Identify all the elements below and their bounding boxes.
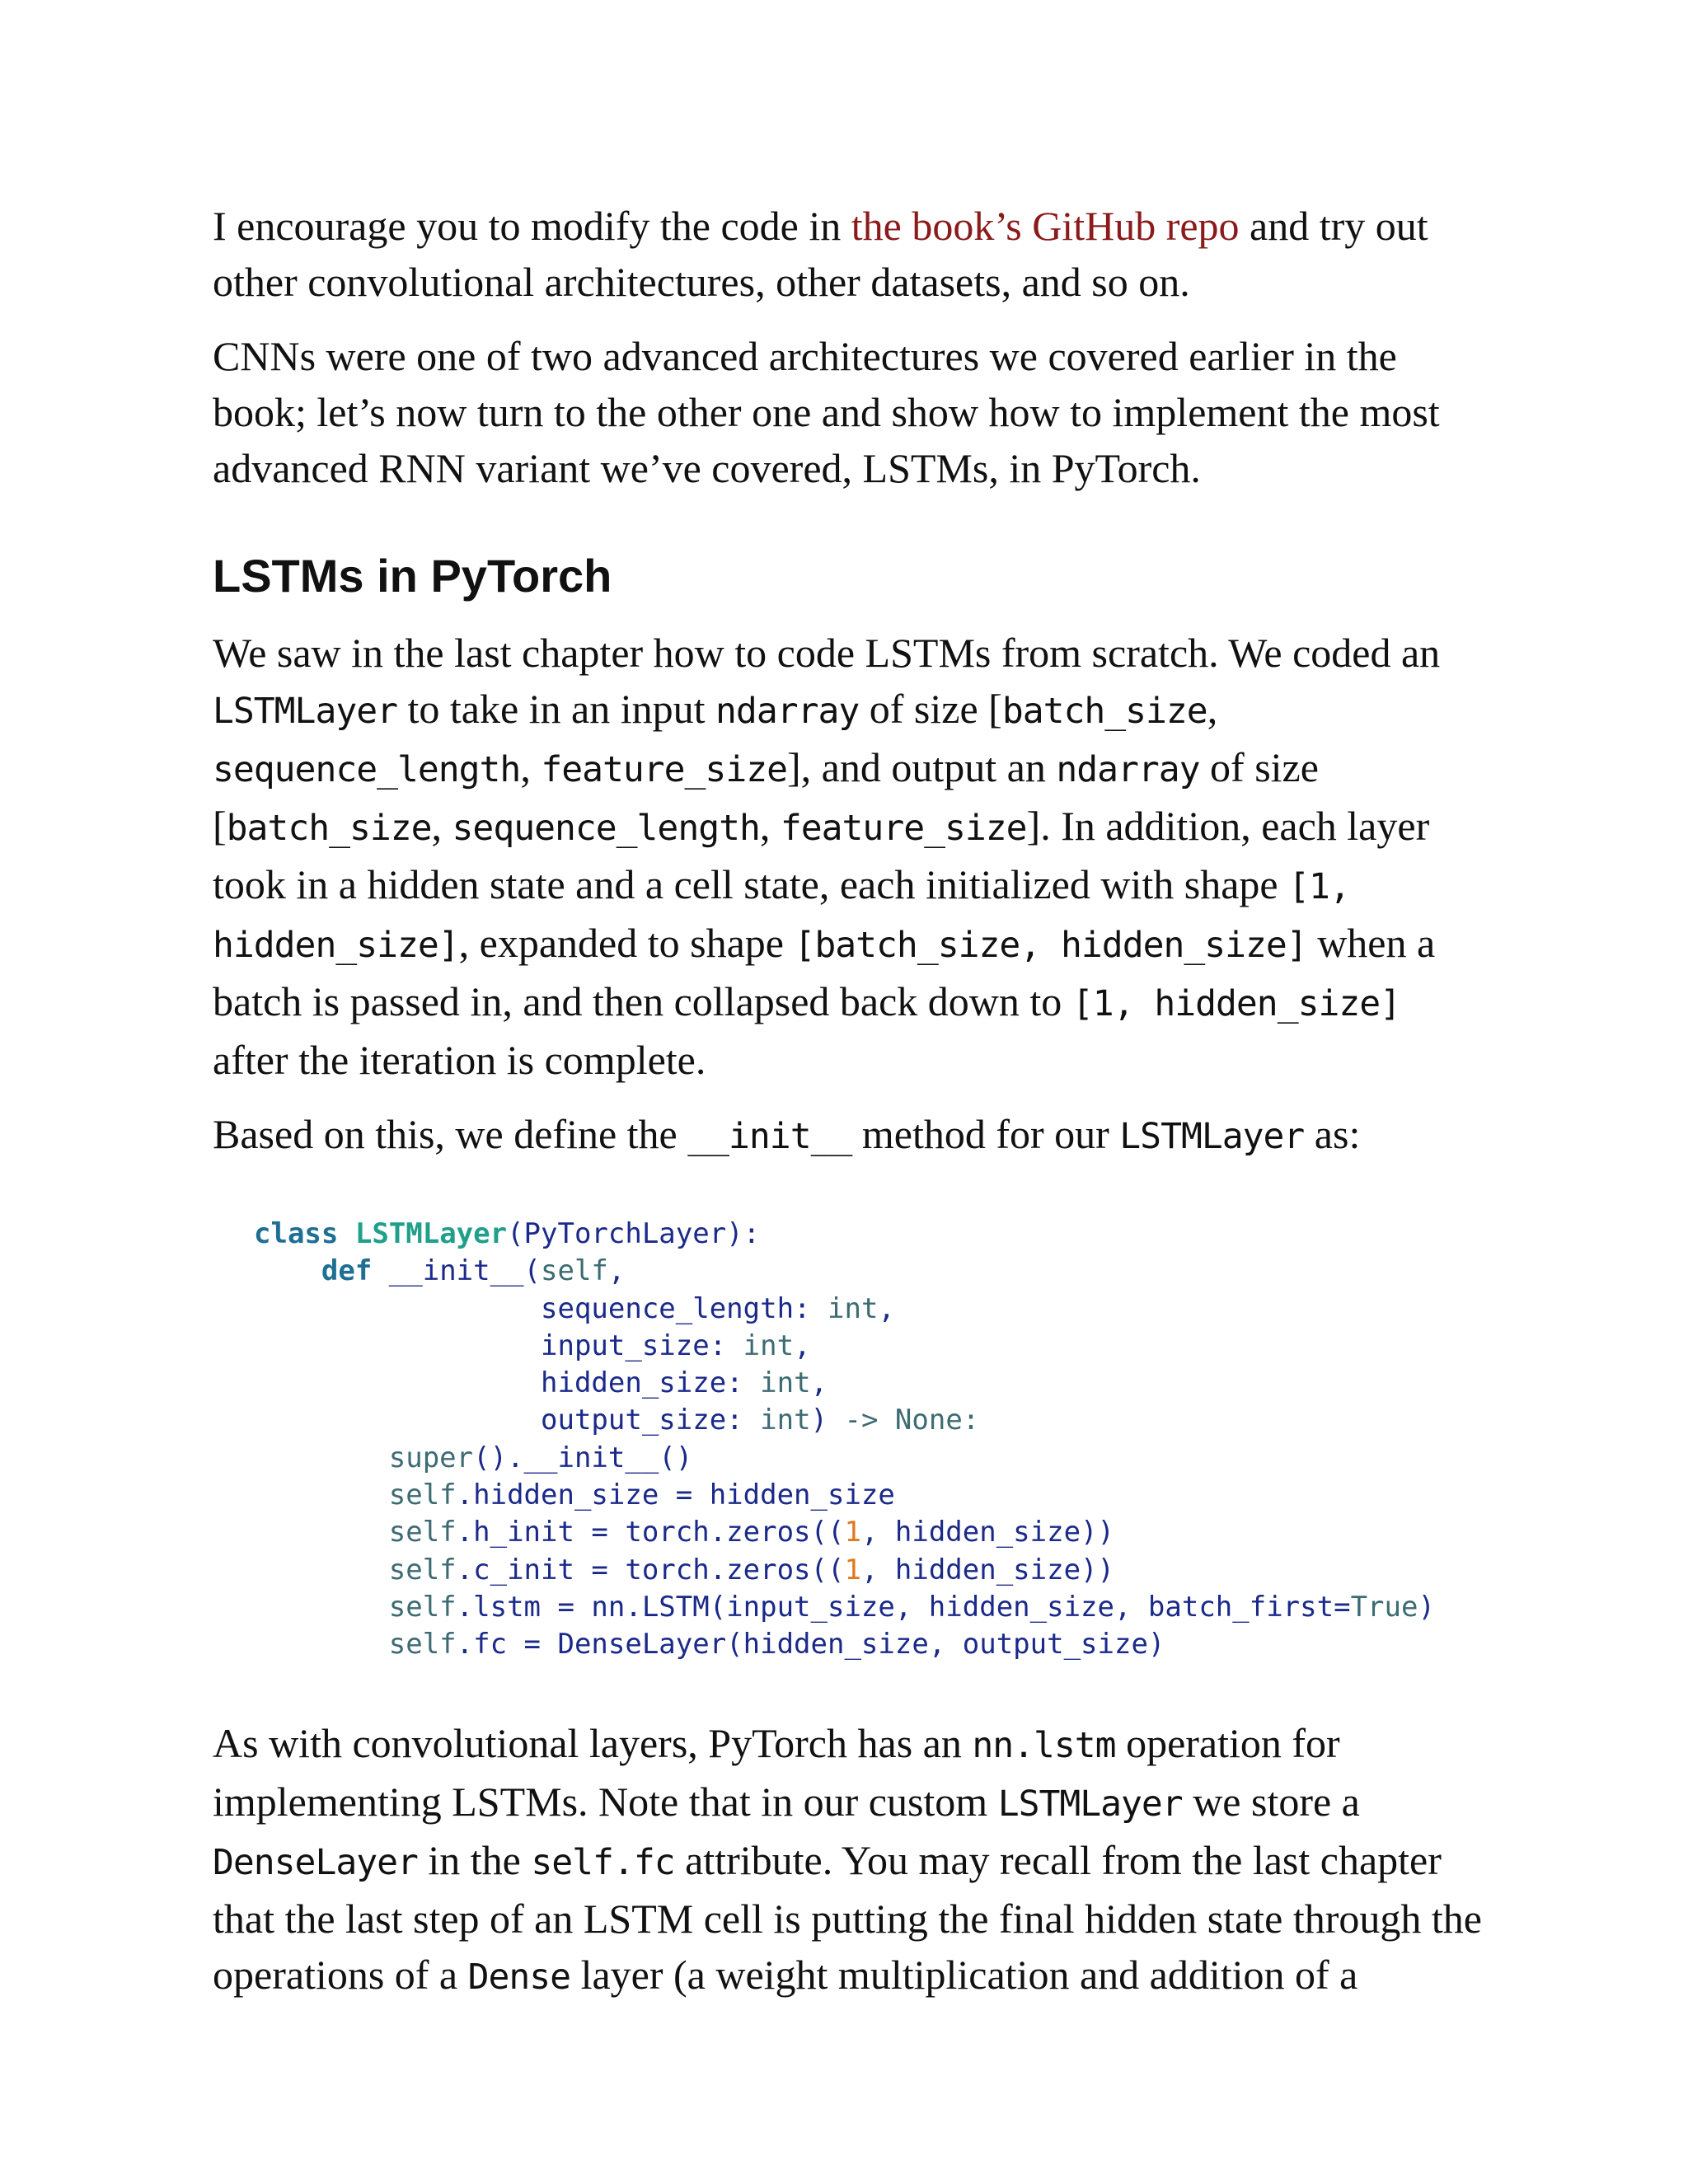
inline-code: LSTMLayer <box>997 1783 1183 1825</box>
code-token: .h_init = torch.zeros(( <box>456 1516 845 1549</box>
inline-code: [1, hidden_size] <box>213 866 1350 966</box>
text: of size [ <box>859 686 1002 732</box>
code-token: , <box>794 1329 811 1362</box>
code-token: __init__( <box>372 1254 542 1288</box>
inline-code: nn.lstm <box>972 1724 1116 1766</box>
paragraph-init-intro <box>213 1106 1482 1165</box>
text: , <box>759 803 781 849</box>
inline-code: [batch_size, hidden_size] <box>794 925 1307 966</box>
paragraph-lstm-recap <box>213 625 1482 1088</box>
code-token: sequence_length <box>541 1291 795 1325</box>
code-token: ) <box>1418 1590 1435 1624</box>
text: We saw in the last chapter how to code LSTMs from scratch. We coded an <box>213 630 1441 676</box>
inline-code: ndarray <box>715 691 860 732</box>
text: As with convolutional layers, PyTorch has an <box>213 1719 973 1766</box>
code-indent <box>254 1441 389 1474</box>
text: to take in an input <box>397 686 716 732</box>
paragraph-cnn-transition: CNNs were one of two advanced architectures we covered earlier in the book; let’s now turn to the other one and show how to implement the most advanced RNN variant we’ve covered, LSTMs, in PyTorch. <box>213 333 1440 491</box>
paragraph-intro <box>213 198 1482 310</box>
code-token: self <box>388 1553 457 1586</box>
text: and try out other convolutional architectures, other datasets, and so on. <box>213 203 1428 305</box>
code-token: ().__init__() <box>473 1441 693 1474</box>
text: , expanded to shape <box>458 920 795 966</box>
code-token: : <box>726 1404 761 1437</box>
code-token: self <box>388 1479 457 1512</box>
code-token: 1 <box>844 1553 861 1586</box>
text: we store a <box>1182 1778 1360 1825</box>
code-token: .hidden_size = hidden_size <box>456 1479 895 1512</box>
inline-code: self.fc <box>531 1841 675 1883</box>
inline-code: ndarray <box>1056 749 1200 790</box>
code-block <box>254 1216 1482 1664</box>
inline-code: LSTMLayer <box>1119 1116 1305 1157</box>
code-token: , <box>878 1291 895 1325</box>
inline-code: batch_size <box>1001 691 1207 732</box>
code-token: : <box>726 1366 761 1400</box>
code-indent <box>254 1404 541 1436</box>
page-body <box>213 198 1482 2023</box>
code-token: self <box>388 1590 457 1624</box>
github-repo-link[interactable]: the book’s GitHub repo <box>851 203 1240 249</box>
text: I encourage you to modify the code in <box>213 203 851 249</box>
code-token: output_size <box>541 1404 727 1437</box>
text: attribute. You may recall from the last chapter that the last step of an LSTM cell is putting the final hidden state through the operations of a <box>213 1836 1482 1998</box>
inline-code: __init__ <box>687 1116 852 1157</box>
code-token: , hidden_size)) <box>860 1516 1114 1549</box>
code-token: self <box>388 1628 457 1661</box>
text: layer (a weight multiplication and addition of a <box>570 1951 1358 1998</box>
section-heading: LSTMs in PyTorch <box>213 550 612 602</box>
code-token: -> None: <box>828 1404 980 1437</box>
code-token: def <box>321 1254 373 1288</box>
inline-code: batch_size <box>226 808 432 849</box>
code-token: LSTMLayer <box>354 1217 508 1250</box>
inline-code: Dense <box>467 1956 571 1998</box>
inline-code: DenseLayer <box>213 1841 418 1883</box>
code-token: , <box>810 1366 828 1400</box>
code-token: hidden_size <box>541 1366 727 1400</box>
code-indent <box>254 1516 389 1549</box>
text: of size [ <box>213 744 1319 849</box>
code-indent <box>254 1479 389 1511</box>
code-token: super <box>388 1441 474 1474</box>
code-token: ) <box>810 1404 828 1437</box>
code-token: .c_init = torch.zeros(( <box>456 1553 845 1586</box>
code-indent <box>254 1554 389 1586</box>
text: Based on this, we define the <box>213 1111 688 1157</box>
text: as: <box>1304 1111 1361 1157</box>
code-token: class <box>254 1217 339 1250</box>
code-indent <box>254 1591 389 1624</box>
code-token: , hidden_size)) <box>860 1553 1114 1586</box>
code-token: 1 <box>844 1516 861 1549</box>
inline-code: feature_size <box>780 808 1027 849</box>
inline-code: [1, hidden_size] <box>1071 983 1401 1024</box>
code-token: int <box>828 1291 879 1325</box>
code-token: .lstm = nn.LSTM(input_size, hidden_size, batch_first= <box>456 1590 1351 1624</box>
code-token: : <box>709 1329 743 1362</box>
text: ], and output an <box>787 744 1057 790</box>
code-token: True <box>1350 1590 1418 1624</box>
text: when a batch is passed in, and then collapsed back down to <box>213 920 1436 1024</box>
code-token: int <box>760 1404 811 1437</box>
inline-code: sequence_length <box>213 749 521 790</box>
code-token: , <box>607 1254 626 1288</box>
text: operation for implementing LSTMs. Note that in our custom <box>213 1719 1340 1825</box>
text: method for our <box>851 1111 1120 1157</box>
code-indent <box>254 1628 389 1661</box>
text: , <box>1207 686 1218 732</box>
text: in the <box>417 1836 532 1883</box>
text: , <box>431 803 452 849</box>
paragraph-nn-lstm <box>213 1715 1482 2005</box>
code-token: (PyTorchLayer): <box>507 1217 761 1250</box>
text: ]. In addition, each layer took in a hidden state and a cell state, each initialized with shape <box>213 803 1430 907</box>
code-token: int <box>743 1329 795 1362</box>
code-indent <box>254 1254 321 1287</box>
code-token: : <box>794 1291 828 1325</box>
text: , <box>520 744 542 790</box>
code-token: int <box>760 1366 811 1400</box>
code-token: self <box>541 1254 608 1288</box>
code-token: input_size <box>541 1329 710 1362</box>
inline-code: feature_size <box>541 749 787 790</box>
text: after the iteration is complete. <box>213 1037 706 1083</box>
inline-code: sequence_length <box>452 808 760 849</box>
code-token: self <box>388 1516 457 1549</box>
code-token: .fc = DenseLayer(hidden_size, output_size) <box>456 1628 1165 1661</box>
code-indent <box>254 1329 541 1362</box>
code-indent <box>254 1292 541 1325</box>
code-indent <box>254 1366 541 1399</box>
inline-code: LSTMLayer <box>213 691 397 732</box>
